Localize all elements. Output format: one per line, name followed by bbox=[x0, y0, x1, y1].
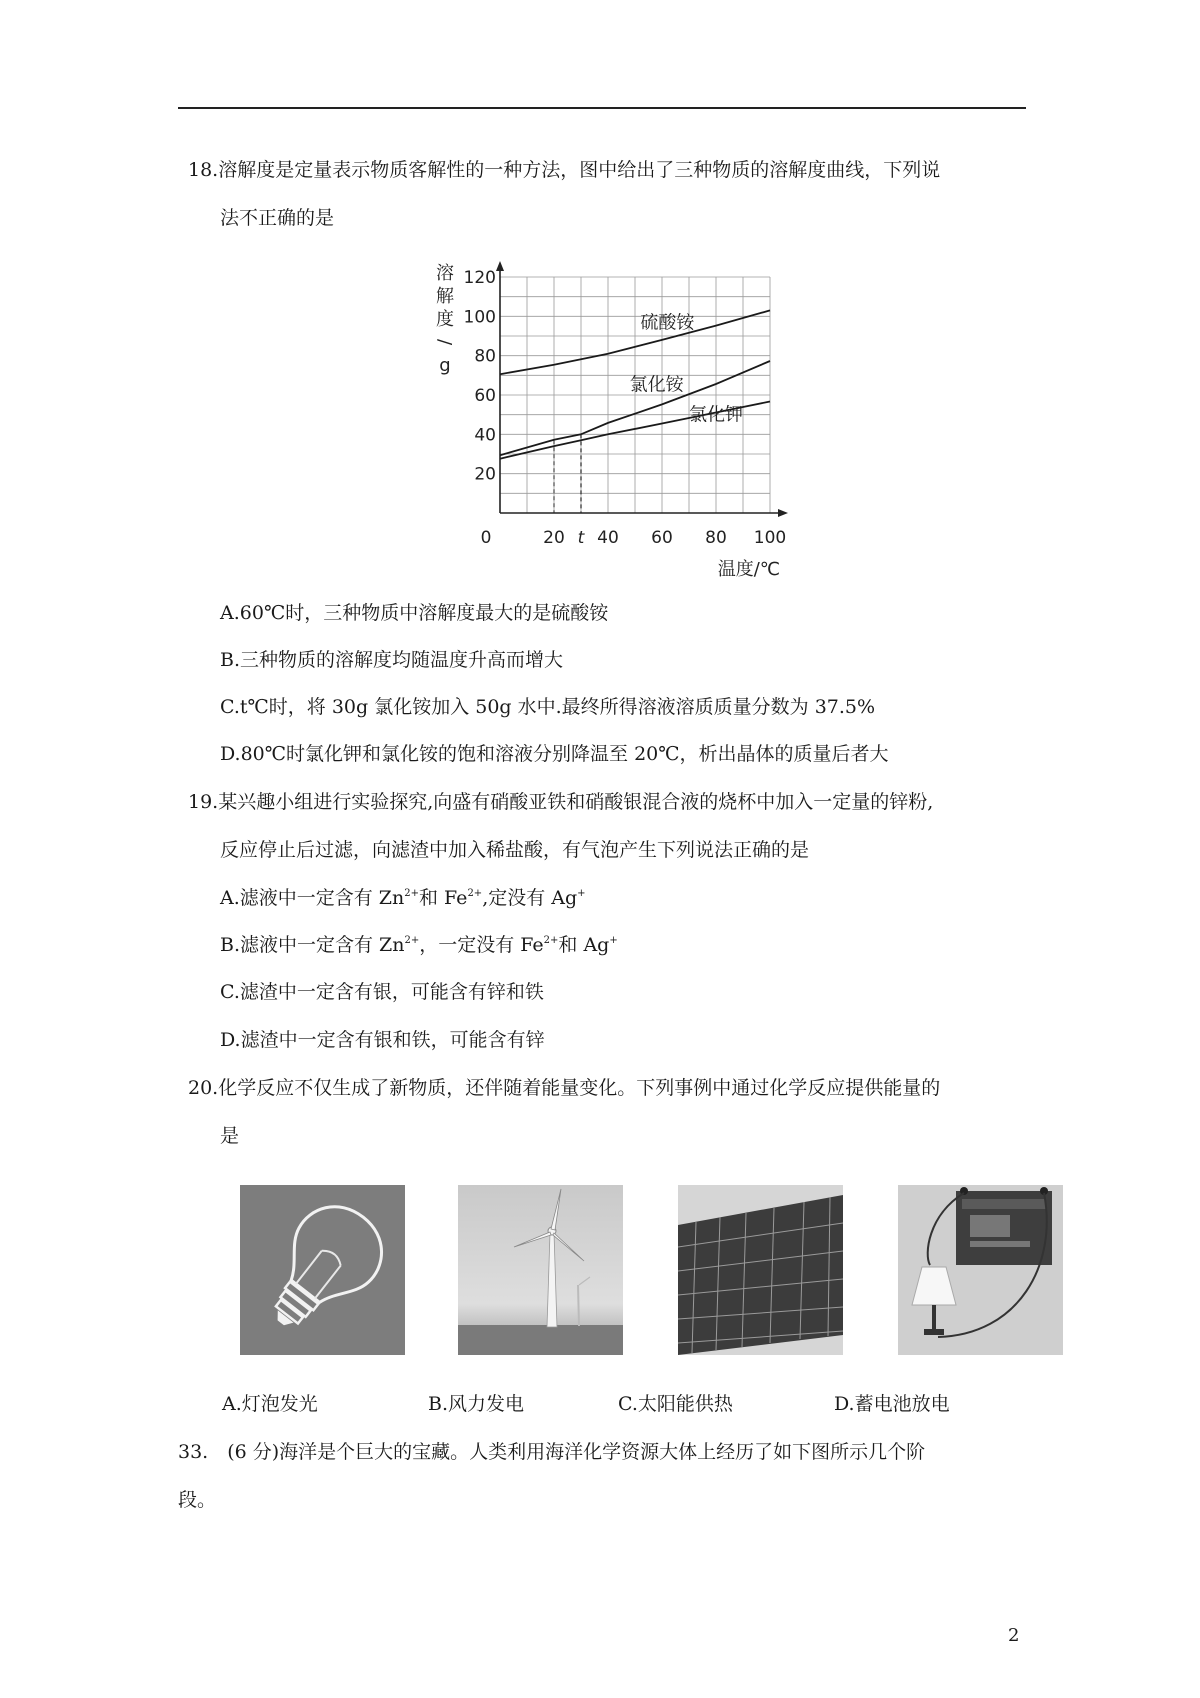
y-axis-label-char: 度 bbox=[436, 309, 454, 330]
q20-option-d: D.蓄电池放电 bbox=[834, 1393, 950, 1415]
q18-line2: 法不正确的是 bbox=[220, 207, 335, 229]
x-tick-label: t bbox=[577, 528, 585, 548]
series-label: 氯化钾 bbox=[689, 404, 743, 426]
y-axis-label-char: 解 bbox=[436, 286, 454, 307]
y-tick-label: 120 bbox=[463, 268, 496, 288]
x-tick-label: 100 bbox=[753, 528, 787, 548]
x-axis-arrow bbox=[778, 509, 788, 517]
x-tick-label: 20 bbox=[543, 528, 565, 548]
solar-panel-picture bbox=[678, 1185, 843, 1355]
series-label: 氯化铵 bbox=[629, 374, 684, 396]
q33-line1: 33. (6 分)海洋是个巨大的宝藏。人类利用海洋化学资源大体上经历了如下图所示几个阶 bbox=[178, 1441, 926, 1463]
q33-line2: 段。 bbox=[178, 1489, 217, 1511]
y-tick-label: 60 bbox=[474, 386, 496, 406]
q18-option-c: C.t℃时，将 30g 氯化铵加入 50g 水中.最终所得溶液溶质质量分数为 37.5% bbox=[220, 696, 876, 718]
q19-line1: 19.某兴趣小组进行实验探究,向盛有硝酸亚铁和硝酸银混合液的烧杯中加入一定量的锌粉, bbox=[188, 791, 934, 813]
q19-option-d: D.滤渣中一定含有银和铁，可能含有锌 bbox=[220, 1029, 545, 1051]
q18-option-a: A.60℃时，三种物质中溶解度最大的是硫酸铵 bbox=[220, 602, 609, 624]
q19-option-a: A.滤液中一定含有 $Zn^{2+}$和 $Fe^{2+}$,定没有 Ag+ bbox=[220, 887, 586, 909]
q19-option-b: B.滤液中一定含有 $Zn^{2+}$，一定没有 $Fe^{2+}$和 Ag+ bbox=[220, 934, 618, 956]
light-bulb-picture bbox=[240, 1185, 405, 1355]
page-number: 2 bbox=[1008, 1625, 1020, 1646]
battery-lamp-picture bbox=[898, 1185, 1063, 1355]
series-label: 硫酸铵 bbox=[640, 312, 695, 334]
y-tick-label: 100 bbox=[463, 307, 496, 328]
y-axis-label-char: g bbox=[439, 355, 451, 376]
x-axis-label: 温度/℃ bbox=[717, 559, 780, 580]
y-axis-label-char: / bbox=[434, 338, 455, 346]
q18-line1: 18.溶解度是定量表示物质客解性的一种方法，图中给出了三种物质的溶解度曲线，下列说 bbox=[188, 159, 941, 181]
solubility-chart bbox=[425, 255, 805, 585]
q20-option-b: B.风力发电 bbox=[428, 1393, 525, 1415]
q19-option-c: C.滤渣中一定含有银，可能含有锌和铁 bbox=[220, 981, 544, 1003]
wind-turbine-picture bbox=[458, 1185, 623, 1355]
y-axis-arrow bbox=[496, 261, 504, 271]
q20-option-c: C.太阳能供热 bbox=[618, 1393, 733, 1415]
q20-line2: 是 bbox=[220, 1125, 240, 1147]
q19-line2: 反应停止后过滤，向滤渣中加入稀盐酸，有气泡产生下列说法正确的是 bbox=[220, 839, 810, 861]
q18-option-b: B.三种物质的溶解度均随温度升高而增大 bbox=[220, 649, 564, 671]
x-tick-label: 80 bbox=[705, 528, 727, 548]
y-tick-label: 40 bbox=[474, 425, 496, 446]
y-axis-label-char: 溶 bbox=[436, 263, 454, 284]
x-tick-label: 40 bbox=[597, 528, 619, 548]
header-rule bbox=[178, 107, 1026, 109]
y-tick-label: 80 bbox=[474, 346, 496, 367]
q20-line1: 20.化学反应不仅生成了新物质，还伴随着能量变化。下列事例中通过化学反应提供能量的 bbox=[188, 1077, 941, 1099]
q20-option-a: A.灯泡发光 bbox=[222, 1393, 318, 1415]
y-tick-label: 20 bbox=[474, 464, 496, 485]
q18-option-d: D.80℃时氯化钾和氯化铵的饱和溶液分别降温至 20℃，析出晶体的质量后者大 bbox=[220, 743, 889, 765]
x-tick-label: 60 bbox=[651, 528, 673, 548]
x-tick-label: 0 bbox=[480, 528, 492, 548]
